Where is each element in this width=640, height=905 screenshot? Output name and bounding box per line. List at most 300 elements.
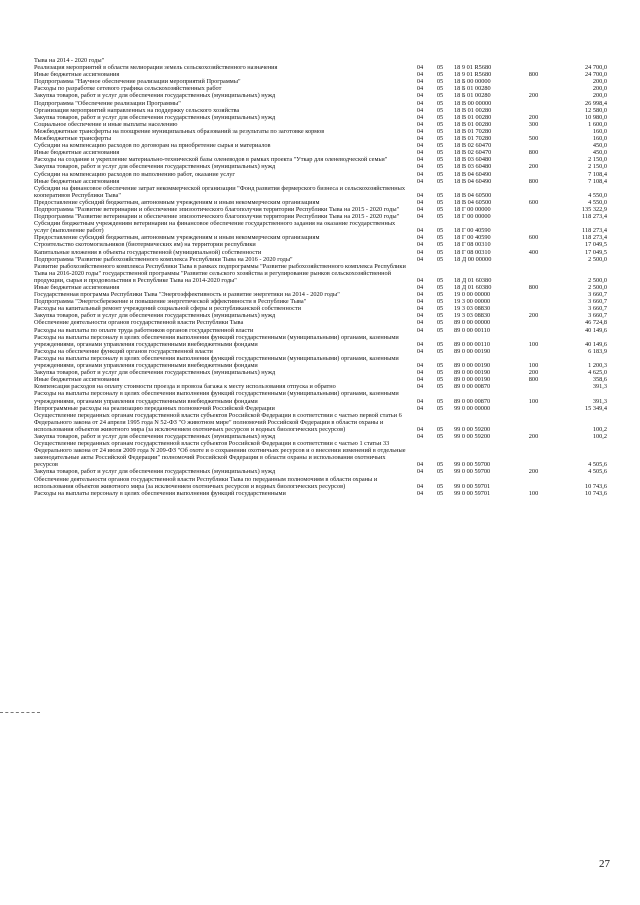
subsection-code: 05 (436, 319, 444, 327)
section-code: 04 (416, 149, 424, 157)
budget-table (34, 57, 607, 497)
subsection-code: 05 (436, 177, 444, 185)
table-row (34, 476, 607, 490)
row-name: Непрограммные расходы на реализацию переданных полномочий Российской Федерации (34, 404, 275, 412)
table-row (34, 85, 607, 92)
amount: 15 349,4 (584, 404, 607, 412)
amount: 24 700,0 (584, 64, 607, 72)
amount: 2 500,0 (588, 255, 607, 263)
amount: 450,0 (592, 142, 607, 150)
target-article-code: 18 В 04 60500 (454, 198, 492, 206)
table-row (34, 92, 607, 99)
row-name: Иные бюджетные ассигнования (34, 71, 120, 79)
amount: 450,0 (592, 149, 607, 157)
subsection-code: 05 (436, 85, 444, 93)
subsection-code: 05 (436, 241, 444, 249)
expense-type-code: 600 (528, 234, 539, 242)
target-article-code: 18 Б 00 00000 (454, 78, 491, 86)
amount: 160,0 (592, 135, 607, 143)
section-code: 04 (416, 120, 424, 128)
table-row (34, 220, 607, 234)
amount: 2 150,0 (588, 156, 607, 164)
amount: 26 998,4 (584, 99, 607, 107)
target-article-code: 89 0 00 00870 (454, 397, 491, 405)
amount: 200,0 (592, 85, 607, 93)
row-name: Подпрограмма "Развитие ветеринарии и обеспечение эпизоотического благополучия территории Республики Тыва на 2015 - 2020 годы" (34, 205, 400, 213)
table-row (34, 334, 607, 348)
section-code: 04 (416, 468, 424, 476)
table-row (34, 171, 607, 178)
row-name: Компенсация расходов на оплату стоимости проезда и провоза багажа к месту использования отпуска и обратно (34, 383, 336, 391)
subsection-code: 05 (436, 326, 444, 334)
table-row (34, 213, 607, 220)
row-name: Обеспечение деятельности органов государственной власти Республики Тыва (34, 319, 244, 327)
table-row (34, 284, 607, 291)
expense-type-code: 200 (528, 113, 539, 121)
subsection-code: 05 (436, 340, 444, 348)
section-code: 04 (416, 298, 424, 306)
subsection-code: 05 (436, 312, 444, 320)
row-name: Расходы на создание и укрепление материально-технической базы оленеводов в рамках проекта "Уткар для оленеводческой семьи" (34, 156, 388, 164)
amount: 6 183,9 (588, 347, 607, 355)
subsection-code: 05 (436, 106, 444, 114)
amount: 7 108,4 (588, 170, 607, 178)
amount: 391,3 (592, 383, 607, 391)
row-name: Организация мероприятий направленных на поддержку сельского хозяйства (34, 106, 240, 114)
amount: 100,2 (592, 425, 607, 433)
expense-type-code: 800 (528, 149, 539, 157)
section-code: 04 (416, 362, 424, 370)
amount: 2 500,0 (588, 284, 607, 291)
row-name: Закупка товаров, работ и услуг для обеспечения государственных (муниципальных) нужд (34, 163, 276, 171)
subsection-code: 05 (436, 255, 444, 263)
section-code: 04 (416, 106, 424, 114)
amount: 3 660,7 (588, 298, 607, 306)
amount: 4 625,0 (588, 369, 607, 377)
expense-type-code: 800 (528, 376, 539, 384)
row-name: Подпрограмма "Развитие рыбохозяйственного комплекса Республики Тыва на 2016 - 2020 годы" (34, 255, 293, 263)
target-article-code: 89 0 00 00190 (454, 347, 491, 355)
subsection-code: 05 (436, 78, 444, 86)
target-article-code: 19 0 00 00000 (454, 291, 491, 299)
row-name: Расходы на выплаты персоналу в целях обеспечения выполнения функций государственными (муниципальными) органами, казенными учреждениями, органами управления государственными внебюджетными фондами (34, 390, 399, 405)
subsection-code: 05 (436, 489, 444, 497)
row-name: Иные бюджетные ассигнования (34, 149, 120, 157)
subsection-code: 05 (436, 99, 444, 107)
section-code: 04 (416, 85, 424, 93)
row-name: Расходы на обеспечение функций органов государственной власти (34, 347, 213, 355)
expense-type-code: 200 (528, 468, 539, 476)
section-code: 04 (416, 177, 424, 185)
subsection-code: 05 (436, 376, 444, 384)
row-name: Расходы на выплаты персоналу в целях обеспечения выполнения функций государственными (муниципальными) органами, казенными учреждениями, органами управления государственными внебюджетными фондами (34, 333, 399, 348)
target-article-code: 18 В 01 00280 (454, 120, 492, 128)
expense-type-code: 800 (528, 177, 539, 185)
amount: 40 149,6 (584, 326, 607, 334)
amount: 10 743,6 (584, 489, 607, 497)
row-name: Подпрограмма "Развитие ветеринарии и обеспечение эпизоотического благополучия территории Республики Тыва на 2015 - 2020 годы" (34, 213, 400, 221)
expense-type-code: 200 (528, 163, 539, 171)
row-name: Субсидии на компенсацию расходов по договорам на приобретение сырья и материалов (34, 142, 271, 150)
target-article-code: 99 0 00 59700 (454, 468, 491, 476)
section-code: 04 (416, 376, 424, 384)
row-name: Расходы на выплаты персоналу в целях обеспечения выполнения функций государственными (34, 489, 286, 497)
row-name: Межбюджетные трансферты на поощрение муниципальных образований за результаты по заготовке кормов (34, 127, 325, 135)
target-article-code: 89 0 00 00110 (454, 340, 490, 348)
subsection-code: 05 (436, 142, 444, 150)
target-article-code: 99 0 00 59200 (454, 432, 491, 440)
section-code: 04 (416, 326, 424, 334)
table-row (34, 405, 607, 412)
row-name: Государственная программа Республики Тыва "Энергоэффективность и развитие энергетики на 2014 - 2020 годы" (34, 291, 340, 299)
table-row (34, 298, 607, 305)
section-code: 04 (416, 461, 424, 469)
subsection-code: 05 (436, 298, 444, 306)
target-article-code: 18 9 01 R5680 (454, 64, 492, 72)
subsection-code: 05 (436, 198, 444, 206)
section-code: 04 (416, 291, 424, 299)
table-row (34, 490, 607, 497)
target-article-code: 89 0 00 00190 (454, 369, 491, 377)
amount: 40 149,6 (584, 340, 607, 348)
row-name: Расходы на выплаты по оплате труда работников органов государственной власти (34, 326, 254, 334)
subsection-code: 05 (436, 432, 444, 440)
subsection-code: 05 (436, 64, 444, 72)
section-code: 04 (416, 312, 424, 320)
section-code: 04 (416, 78, 424, 86)
subsection-code: 05 (436, 120, 444, 128)
target-article-code: 19 3 00 00000 (454, 298, 491, 306)
section-code: 04 (416, 489, 424, 497)
section-code: 04 (416, 340, 424, 348)
section-code: 04 (416, 248, 424, 256)
subsection-code: 05 (436, 127, 444, 135)
amount: 3 660,7 (588, 305, 607, 313)
target-article-code: 18 Б 01 00280 (454, 92, 491, 100)
row-name: Реализация мероприятий в области мелиорации земель сельскохозяйственного назначения (34, 64, 278, 72)
table-row (34, 319, 607, 326)
amount: 4 505,6 (588, 468, 607, 476)
dashed-margin-mark (0, 712, 40, 713)
amount: 200,0 (592, 78, 607, 86)
table-row (34, 355, 607, 369)
row-name: Закупка товаров, работ и услуг для обеспечения государственных (муниципальных) нужд (34, 468, 276, 476)
row-name: Подпрограмма "Энергосбережение и повышение энергетической эффективности в Республике Тыва" (34, 298, 307, 306)
amount: 4 550,0 (588, 191, 607, 199)
row-name: Закупка товаров, работ и услуг для обеспечения государственных (муниципальных) нужд (34, 369, 276, 377)
table-row (34, 327, 607, 334)
subsection-code: 05 (436, 425, 444, 433)
subsection-code: 05 (436, 156, 444, 164)
target-article-code: 18 Г 08 00310 (454, 248, 491, 256)
row-name: Закупка товаров, работ и услуг для обеспечения государственных (муниципальных) нужд (34, 113, 276, 121)
target-article-code: 18 Г 00 40590 (454, 227, 491, 235)
section-code: 04 (416, 198, 424, 206)
target-article-code: 99 0 00 59701 (454, 482, 491, 490)
target-article-code: 18 В 01 00280 (454, 113, 492, 121)
subsection-code: 05 (436, 383, 444, 391)
table-row (34, 412, 607, 433)
table-row (34, 57, 607, 64)
expense-type-code: 200 (528, 92, 539, 100)
table-row (34, 100, 607, 107)
target-article-code: 18 Г 00 00000 (454, 205, 491, 213)
target-article-code: 99 0 00 59700 (454, 461, 491, 469)
table-row (34, 383, 607, 390)
table-row (34, 433, 607, 440)
target-article-code: 18 9 01 R5680 (454, 71, 492, 79)
row-name: Субсидии на финансовое обеспечение затрат некоммерческой организации "Фонд развития фермерского бизнеса и сельскохозяйственных кооперативов Республики Тыва" (34, 184, 406, 199)
expense-type-code: 200 (528, 369, 539, 377)
section-code: 04 (416, 227, 424, 235)
target-article-code: 18 В 04 60490 (454, 177, 492, 185)
section-code: 04 (416, 170, 424, 178)
amount: 17 049,5 (584, 248, 607, 256)
target-article-code: 18 В 01 70280 (454, 127, 492, 135)
amount: 118 273,4 (582, 227, 607, 235)
row-name: Строительство скотомогильников (биотермических ям) на территории республики (34, 241, 256, 249)
subsection-code: 05 (436, 468, 444, 476)
subsection-code: 05 (436, 234, 444, 242)
amount: 4 505,6 (588, 461, 607, 469)
subsection-code: 05 (436, 482, 444, 490)
table-row (34, 291, 607, 298)
amount: 100,2 (592, 432, 607, 440)
row-name: Иные бюджетные ассигнования (34, 376, 120, 384)
amount: 1 600,0 (588, 120, 607, 128)
subsection-code: 05 (436, 347, 444, 355)
target-article-code: 89 0 00 00190 (454, 376, 491, 384)
row-name: Закупка товаров, работ и услуг для обеспечения государственных (муниципальных) нужд (34, 92, 276, 100)
section-code: 04 (416, 383, 424, 391)
section-code: 04 (416, 213, 424, 221)
table-row (34, 263, 607, 284)
subsection-code: 05 (436, 92, 444, 100)
target-article-code: 19 3 03 08830 (454, 312, 491, 320)
section-code: 04 (416, 163, 424, 171)
table-row (34, 440, 607, 468)
expense-type-code: 100 (528, 362, 539, 370)
table-row (34, 199, 607, 206)
amount: 17 049,5 (584, 241, 607, 249)
target-article-code: 89 0 00 00000 (454, 319, 491, 327)
section-code: 04 (416, 404, 424, 412)
expense-type-code: 200 (528, 312, 539, 320)
section-code: 04 (416, 347, 424, 355)
table-row (34, 468, 607, 475)
section-code: 04 (416, 113, 424, 121)
amount: 391,3 (592, 397, 607, 405)
amount: 10 980,0 (584, 113, 607, 121)
expense-type-code: 100 (528, 340, 539, 348)
amount: 2 500,0 (588, 276, 607, 284)
amount: 1 200,3 (588, 362, 607, 370)
amount: 4 550,0 (588, 198, 607, 206)
page-number: 27 (599, 858, 610, 870)
table-row (34, 78, 607, 85)
section-code: 04 (416, 276, 424, 284)
table-row (34, 163, 607, 170)
amount: 118 273,4 (582, 213, 607, 221)
table-row (34, 234, 607, 241)
table-row (34, 305, 607, 312)
target-article-code: 89 0 00 00190 (454, 362, 491, 370)
table-row (34, 64, 607, 71)
target-article-code: 18 В 03 60480 (454, 156, 492, 164)
subsection-code: 05 (436, 276, 444, 284)
table-row (34, 107, 607, 114)
row-name: Иные бюджетные ассигнования (34, 284, 120, 291)
row-name: Развитие рыбохозяйственного комплекса Республики Тыва в рамках подпрограммы "Развитие рыбохозяйственного комплекса Республики Тыва на 2016-2020 годы" государственной программы "Развитие сельского хозяйства и регулирование рынков сельскохозяйственной продукции, сырья и продовольствия в Республике Тыва на 2014-2020 годы" (34, 262, 406, 284)
target-article-code: 18 В 04 60490 (454, 170, 492, 178)
section-code: 04 (416, 64, 424, 72)
table-row (34, 390, 607, 404)
subsection-code: 05 (436, 205, 444, 213)
expense-type-code: 400 (528, 248, 539, 256)
expense-type-code: 600 (528, 198, 539, 206)
section-code: 04 (416, 482, 424, 490)
table-row (34, 256, 607, 263)
expense-type-code: 300 (528, 120, 539, 128)
amount: 46 724,8 (584, 319, 607, 327)
expense-type-code: 800 (528, 71, 539, 79)
subsection-code: 05 (436, 191, 444, 199)
section-code: 04 (416, 284, 424, 291)
subsection-code: 05 (436, 404, 444, 412)
section-code: 04 (416, 241, 424, 249)
target-article-code: 99 0 00 59200 (454, 425, 491, 433)
target-article-code: 89 0 00 00870 (454, 383, 491, 391)
section-code: 04 (416, 71, 424, 79)
target-article-code: 18 В 03 60480 (454, 163, 492, 171)
row-name: Расходы на выплаты персоналу в целях обеспечения выполнения функций государственными (муниципальными) органами, казенными учреждениями, органами управления государственными внебюджетными фондами (34, 354, 399, 370)
target-article-code: 19 3 03 08830 (454, 305, 491, 313)
section-code: 04 (416, 369, 424, 377)
expense-type-code: 100 (528, 397, 539, 405)
subsection-code: 05 (436, 113, 444, 121)
table-row (34, 114, 607, 121)
subsection-code: 05 (436, 362, 444, 370)
target-article-code: 99 0 00 00000 (454, 404, 491, 412)
section-code: 04 (416, 425, 424, 433)
table-row (34, 206, 607, 213)
row-name: Иные бюджетные ассигнования (34, 177, 120, 185)
table-row (34, 156, 607, 163)
row-name: Расходы по разработке сетевого графика сельскохозяйственных работ (34, 85, 222, 93)
section-code: 04 (416, 127, 424, 135)
section-code: 04 (416, 432, 424, 440)
table-row (34, 121, 607, 128)
subsection-code: 05 (436, 170, 444, 178)
table-row (34, 376, 607, 383)
row-name: Социальное обеспечение и иные выплаты населению (34, 120, 178, 128)
target-article-code: 18 В 01 70280 (454, 135, 492, 143)
target-article-code: 18 В 00 00000 (454, 99, 492, 107)
target-article-code: 18 В 02 60470 (454, 142, 492, 150)
section-code: 04 (416, 99, 424, 107)
target-article-code: 99 0 00 59701 (454, 489, 491, 497)
subsection-code: 05 (436, 369, 444, 377)
table-row (34, 249, 607, 256)
table-row (34, 135, 607, 142)
amount: 3 660,7 (588, 291, 607, 299)
table-row (34, 369, 607, 376)
amount: 12 580,0 (584, 106, 607, 114)
subsection-code: 05 (436, 213, 444, 221)
subsection-code: 05 (436, 397, 444, 405)
expense-type-code: 100 (528, 489, 539, 497)
table-row (34, 185, 607, 199)
target-article-code: 18 В 01 00280 (454, 106, 492, 114)
target-article-code: 18 Б 01 00280 (454, 85, 491, 93)
table-row (34, 178, 607, 185)
row-name: Тыва на 2014 - 2020 годы" (34, 57, 105, 64)
amount: 358,6 (592, 376, 607, 384)
subsection-code: 05 (436, 461, 444, 469)
target-article-code: 89 0 00 00110 (454, 326, 490, 334)
row-name: Капитальные вложения в объекты государственной (муниципальной) собственности (34, 248, 262, 256)
row-name: Обеспечение деятельности органов государственной власти Республики Тыва по переданным полномочиям в области охраны и использования объектов животного мира (за исключением охотничьих ресурсов и водных биологических ресурсов) (34, 475, 378, 490)
subsection-code: 05 (436, 305, 444, 313)
amount: 7 108,4 (588, 177, 607, 185)
section-code: 04 (416, 142, 424, 150)
section-code: 04 (416, 234, 424, 242)
subsection-code: 05 (436, 248, 444, 256)
expense-type-code: 500 (528, 135, 539, 143)
subsection-code: 05 (436, 227, 444, 235)
section-code: 04 (416, 319, 424, 327)
subsection-code: 05 (436, 71, 444, 79)
subsection-code: 05 (436, 135, 444, 143)
row-name: Закупка товаров, работ и услуг для обеспечения государственных (муниципальных) нужд (34, 312, 276, 320)
row-name: Предоставление субсидий бюджетным, автономным учреждениям и иным некоммерческим организациям (34, 198, 320, 206)
section-code: 04 (416, 191, 424, 199)
section-code: 04 (416, 397, 424, 405)
target-article-code: 18 Д 00 00000 (454, 255, 492, 263)
row-name: Субсидии на компенсацию расходов по выполнению работ, оказание услуг (34, 170, 235, 178)
row-name: Предоставление субсидий бюджетным, автономным учреждениям и иным некоммерческим организациям (34, 234, 320, 242)
row-name: Осуществление переданных органам государственной власти субъектов Российской Федерации в соответствии с частью 1 статьи 33 Федерального закона от 24 июля 2009 года N 209-ФЗ "Об охоте и о сохранении охотничьих ресурсов и о внесении изменений в отдельные законодательные акты Российской Федерации" полномочий Российской Федерации в области охраны и использования охотничьих ресурсов (34, 440, 406, 469)
table-row (34, 348, 607, 355)
expense-type-code: 800 (528, 284, 539, 291)
target-article-code: 18 Г 00 40590 (454, 234, 491, 242)
target-article-code: 18 В 04 60500 (454, 191, 492, 199)
row-name: Закупка товаров, работ и услуг для обеспечения государственных (муниципальных) нужд (34, 432, 276, 440)
row-name: Осуществление переданных органам государственной власти субъектов Российской Федерации в соответствии с частью первой статьи 6 Федерального закона от 24 апреля 1995 года N 52-ФЗ "О животном мире" полномочий Российской Федерации в области охраны и использования объектов животного мира (за исключением охотничьих ресурсов и водных биологических ресурсов) (34, 411, 402, 433)
amount: 200,0 (592, 92, 607, 100)
subsection-code: 05 (436, 163, 444, 171)
amount: 118 273,4 (582, 234, 607, 242)
section-code: 04 (416, 305, 424, 313)
amount: 3 660,7 (588, 312, 607, 320)
row-name: Субсидии бюджетным учреждениям ветеринарии на финансовое обеспечение государственного задания на оказание государственных услуг (выполнение работ) (34, 220, 396, 235)
row-name: Подпрограмма "Обеспечение реализации Программы" (34, 99, 181, 107)
target-article-code: 18 Г 08 00310 (454, 241, 491, 249)
section-code: 04 (416, 135, 424, 143)
amount: 160,0 (592, 127, 607, 135)
section-code: 04 (416, 156, 424, 164)
target-article-code: 18 Д 01 60380 (454, 284, 492, 291)
table-row (34, 128, 607, 135)
subsection-code: 05 (436, 149, 444, 157)
expense-type-code: 200 (528, 432, 539, 440)
target-article-code: 18 Д 01 60380 (454, 276, 492, 284)
table-row (34, 149, 607, 156)
row-name: Подпрограмма "Научное обеспечение реализации мероприятий Программы" (34, 78, 241, 86)
section-code: 04 (416, 255, 424, 263)
amount: 24 700,0 (584, 71, 607, 79)
section-code: 04 (416, 92, 424, 100)
